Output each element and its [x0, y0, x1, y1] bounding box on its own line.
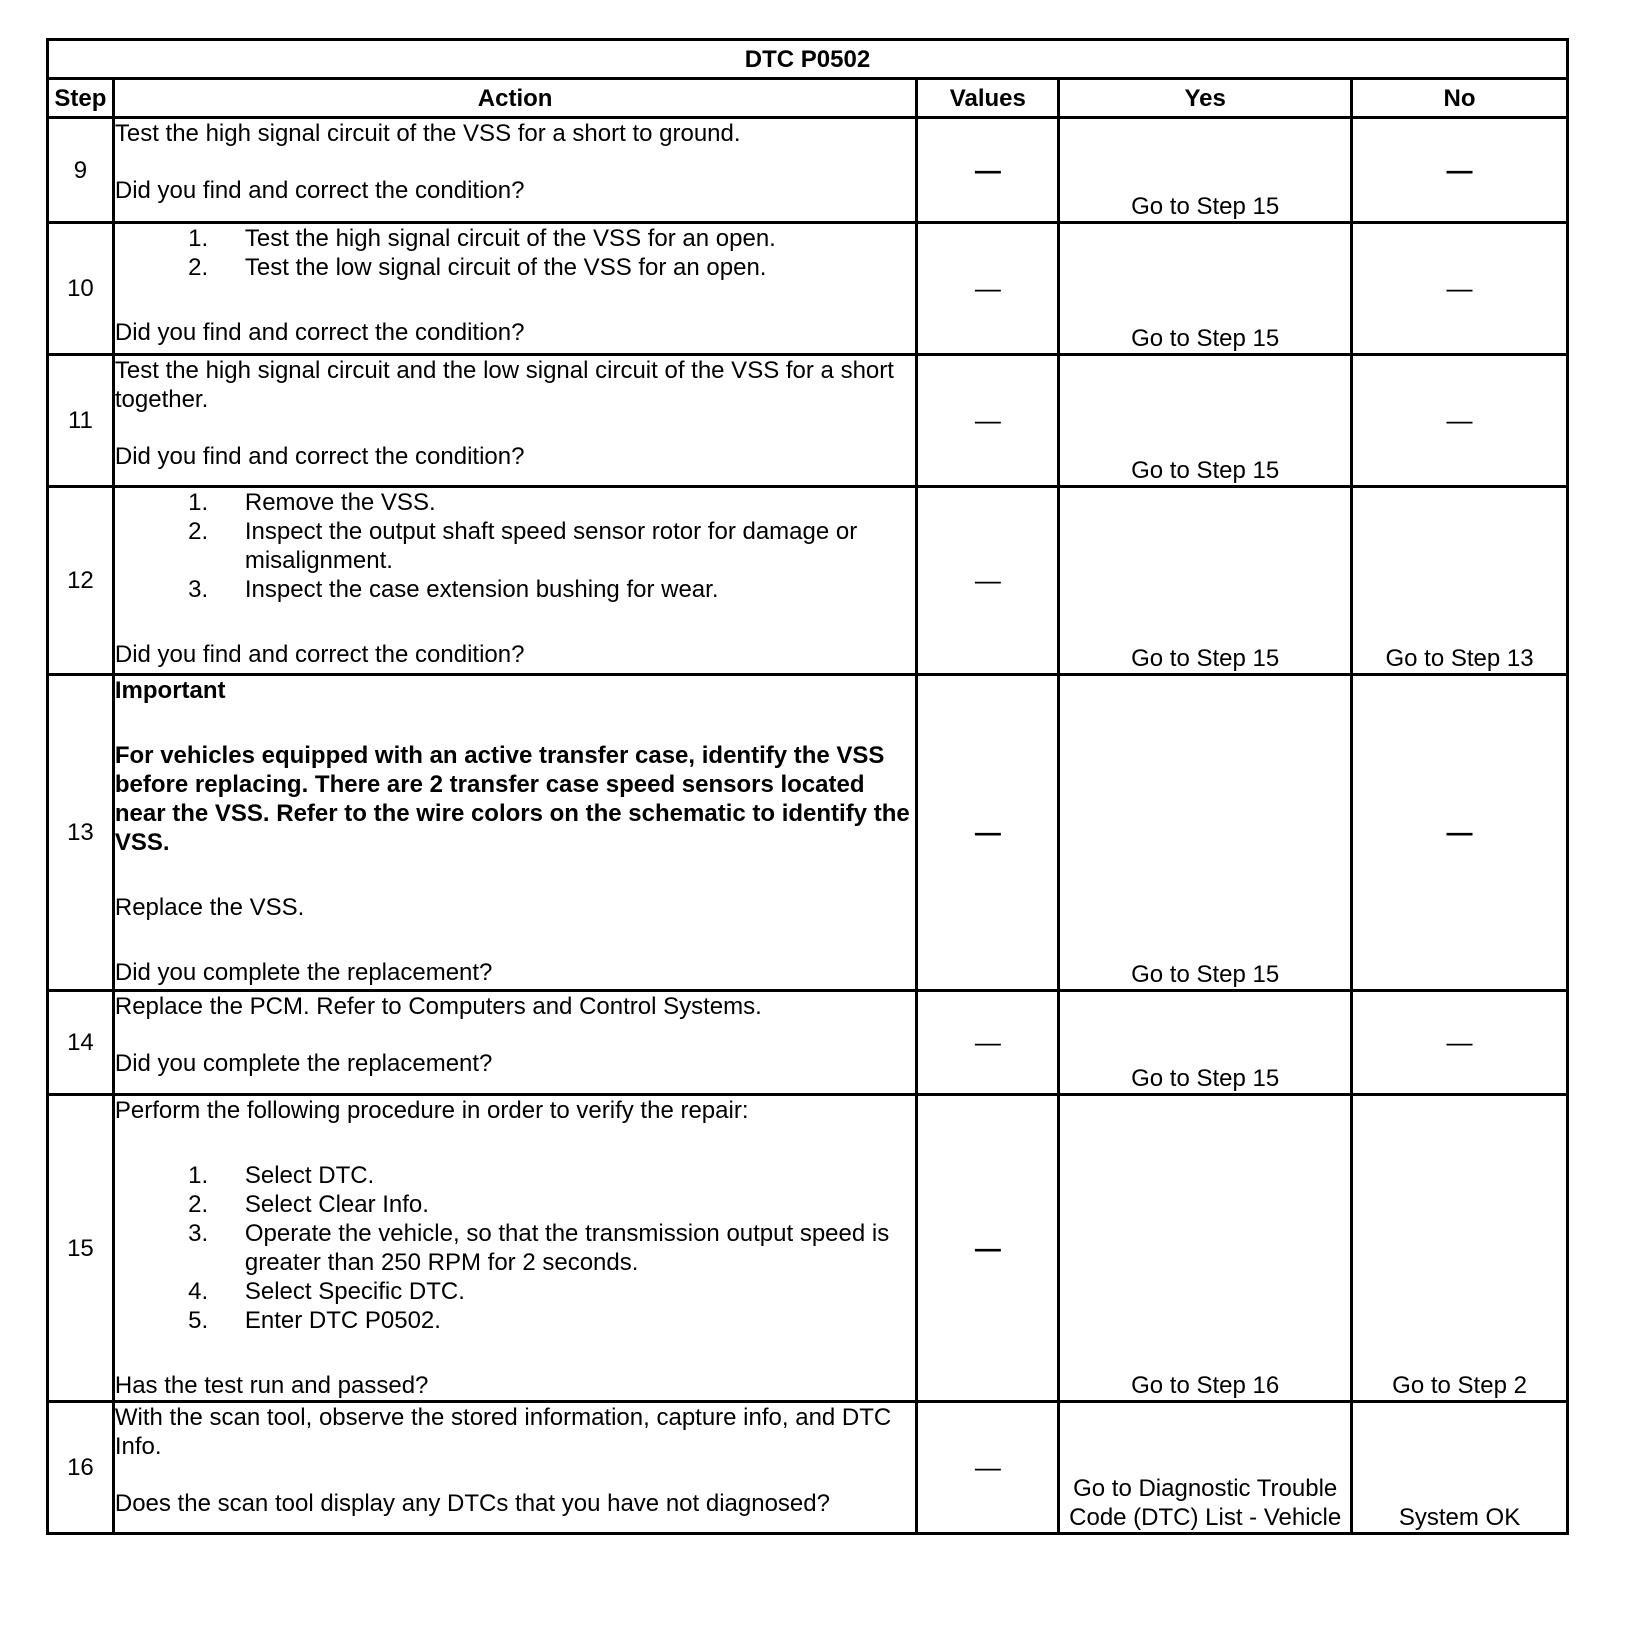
- values-cell: —: [917, 487, 1059, 675]
- table-row: [48, 675, 1568, 991]
- step-number: 16: [48, 1402, 114, 1534]
- action-question: Did you find and correct the condition?: [114, 443, 525, 470]
- step-number: 10: [48, 223, 114, 355]
- action-text: With the scan tool, observe the stored information, capture info, and DTC Info.: [114, 1404, 892, 1460]
- no-cell: —: [1352, 355, 1568, 487]
- step-number: 15: [48, 1095, 114, 1402]
- yes-cell: Go to Step 16: [1059, 1095, 1352, 1402]
- values-cell: —: [917, 1095, 1059, 1402]
- values-cell: —: [917, 118, 1059, 223]
- values-cell: —: [917, 991, 1059, 1095]
- header-action: Action: [113, 79, 917, 118]
- no-cell: —: [1352, 118, 1568, 223]
- yes-cell: Go to Step 15: [1059, 223, 1352, 355]
- no-cell: —: [1352, 675, 1568, 991]
- values-cell: —: [917, 1402, 1059, 1534]
- yes-cell: Go to Step 15: [1059, 487, 1352, 675]
- action-cell: [113, 1095, 917, 1402]
- action-list: [115, 224, 916, 282]
- table-row: [48, 487, 1568, 675]
- yes-cell: Go to Step 15: [1059, 675, 1352, 991]
- important-note: For vehicles equipped with an active transfer case, identify the VSS before replacing. There are 2 transfer case speed sensors located near the VSS. Refer to the wire colors on the schematic to identify the VSS.: [114, 742, 910, 856]
- list-item: 2. Test the low signal circuit of the VSS for an open.: [215, 253, 916, 282]
- action-cell: [113, 991, 917, 1095]
- action-cell: [113, 487, 917, 675]
- step-number: 13: [48, 675, 114, 991]
- step-number: 14: [48, 991, 114, 1095]
- important-label: Important: [114, 677, 226, 704]
- list-item: 3. Inspect the case extension bushing for wear.: [215, 575, 916, 604]
- header-step: Step: [48, 79, 114, 118]
- action-text: Test the high signal circuit of the VSS for a short to ground.: [114, 120, 741, 147]
- action-text: Perform the following procedure in order to verify the repair:: [114, 1097, 749, 1124]
- action-question: Did you complete the replacement?: [114, 1050, 493, 1077]
- action-list: [115, 488, 916, 604]
- list-item: 3. Operate the vehicle, so that the transmission output speed is greater than 250 RPM for 2 seconds.: [215, 1219, 916, 1277]
- action-question: Has the test run and passed?: [114, 1372, 429, 1399]
- no-cell: Go to Step 2: [1352, 1095, 1568, 1402]
- action-question: Does the scan tool display any DTCs that you have not diagnosed?: [114, 1490, 830, 1517]
- action-question: Did you complete the replacement?: [114, 959, 493, 986]
- no-cell: System OK: [1352, 1402, 1568, 1534]
- yes-cell: Go to Step 15: [1059, 118, 1352, 223]
- table-title: DTC P0502: [48, 40, 1568, 79]
- table-row: [48, 223, 1568, 355]
- values-cell: —: [917, 675, 1059, 991]
- yes-cell: Go to Diagnostic Trouble Code (DTC) List - Vehicle: [1059, 1402, 1352, 1534]
- table-row: [48, 1402, 1568, 1534]
- yes-cell: Go to Step 15: [1059, 355, 1352, 487]
- action-question: Did you find and correct the condition?: [114, 319, 525, 346]
- step-number: 12: [48, 487, 114, 675]
- step-number: 9: [48, 118, 114, 223]
- list-item: 1. Remove the VSS.: [215, 488, 916, 517]
- table-row: [48, 991, 1568, 1095]
- table-row: [48, 1095, 1568, 1402]
- dtc-table: [46, 38, 1569, 1535]
- no-cell: —: [1352, 991, 1568, 1095]
- list-item: 2. Inspect the output shaft speed sensor rotor for damage or misalignment.: [215, 517, 916, 575]
- list-item: 2. Select Clear Info.: [215, 1190, 916, 1219]
- action-cell: [113, 675, 917, 991]
- yes-cell: Go to Step 15: [1059, 991, 1352, 1095]
- header-yes: Yes: [1059, 79, 1352, 118]
- table-row: [48, 118, 1568, 223]
- header-no: No: [1352, 79, 1568, 118]
- list-item: 1. Select DTC.: [215, 1161, 916, 1190]
- action-text: Replace the VSS.: [114, 894, 305, 921]
- action-question: Did you find and correct the condition?: [114, 641, 525, 668]
- list-item: 1. Test the high signal circuit of the VSS for an open.: [215, 224, 916, 253]
- action-cell: [113, 223, 917, 355]
- action-cell: [113, 118, 917, 223]
- header-values: Values: [917, 79, 1059, 118]
- values-cell: —: [917, 355, 1059, 487]
- no-cell: Go to Step 13: [1352, 487, 1568, 675]
- action-text: Test the high signal circuit and the low signal circuit of the VSS for a short together.: [114, 357, 894, 413]
- action-text: Replace the PCM. Refer to Computers and Control Systems.: [114, 993, 762, 1020]
- step-number: 11: [48, 355, 114, 487]
- action-question: Did you find and correct the condition?: [114, 177, 525, 204]
- action-list: [115, 1161, 916, 1335]
- no-cell: —: [1352, 223, 1568, 355]
- list-item: 5. Enter DTC P0502.: [215, 1306, 916, 1335]
- list-item: 4. Select Specific DTC.: [215, 1277, 916, 1306]
- action-cell: [113, 355, 917, 487]
- table-row: [48, 355, 1568, 487]
- action-cell: [113, 1402, 917, 1534]
- values-cell: —: [917, 223, 1059, 355]
